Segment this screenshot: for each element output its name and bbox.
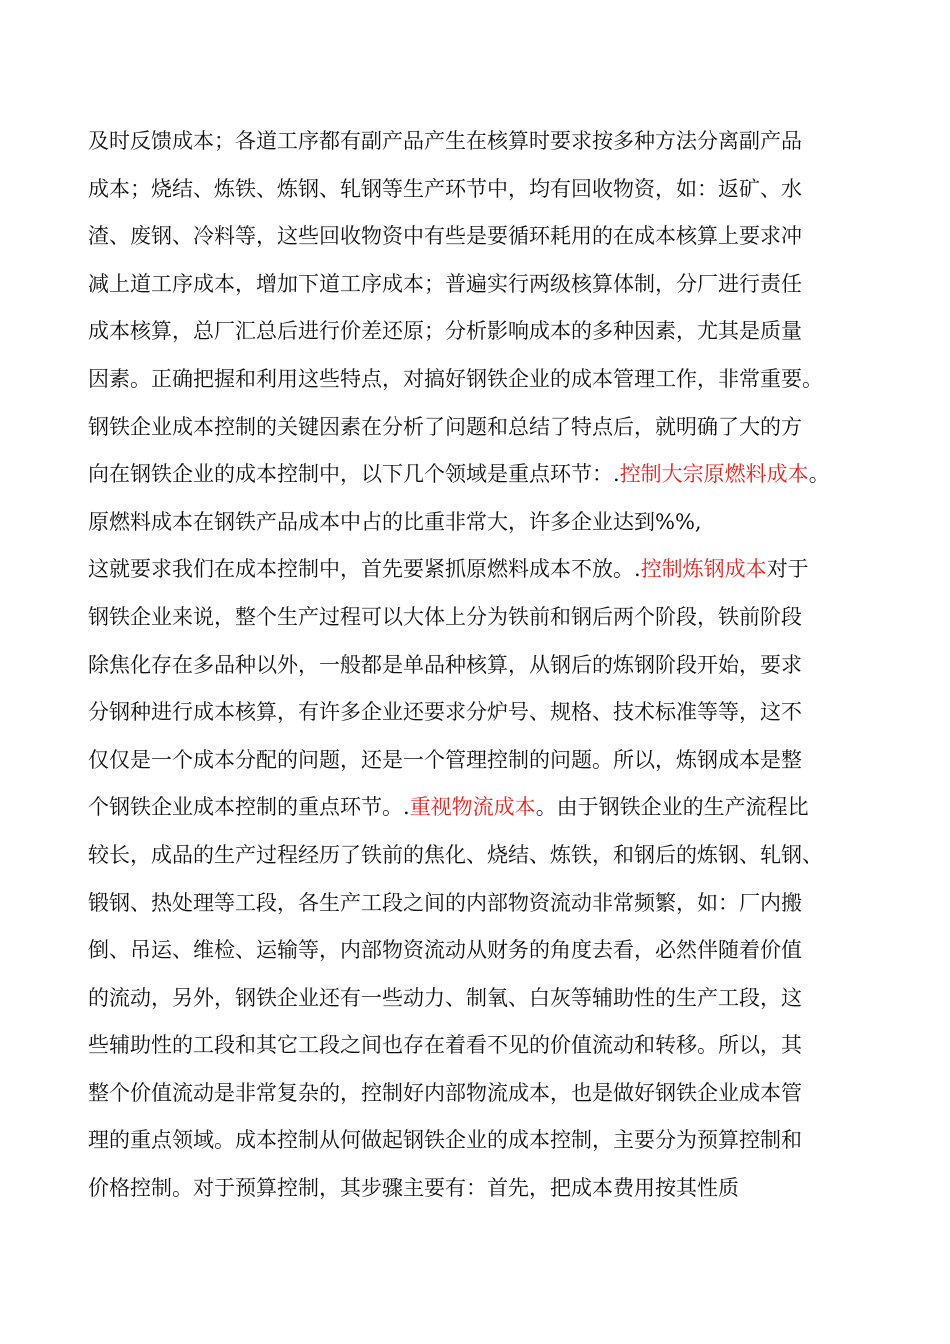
text-line xyxy=(88,356,878,404)
text-line xyxy=(88,927,878,975)
text-line xyxy=(88,404,878,452)
text-segment: 及时反馈成本；各道工序都有副产品产生在核算时要求按多种方法分离副产品 xyxy=(88,129,802,153)
text-segment: 的流动，另外，钢铁企业还有一些动力、制氧、白灰等辅助性的生产工段，这 xyxy=(88,985,802,1010)
text-line xyxy=(88,546,878,594)
text-line xyxy=(88,737,878,785)
text-segment: 对于 xyxy=(766,557,809,582)
text-segment: 。由于钢铁企业的生产流程比 xyxy=(535,795,809,820)
text-line xyxy=(88,880,878,928)
text-segment: 理的重点领域。成本控制从何做起钢铁企业的成本控制，主要分为预算控制和 xyxy=(88,1128,802,1153)
text-line xyxy=(88,784,878,832)
text-line xyxy=(88,1070,878,1118)
text-segment: 钢铁企业成本控制的关键因素在分析了问题和总结了特点后，就明确了大的方 xyxy=(88,414,802,439)
text-segment: 渣、废钢、冷料等，这些回收物资中有些是要循环耗用的在成本核算上要求冲 xyxy=(88,224,802,249)
text-segment: 分钢种进行成本核算，有许多企业还要求分炉号、规格、技术标准等等，这不 xyxy=(88,700,802,725)
text-segment: 减上道工序成本，增加下道工序成本；普遍实行两级核算体制，分厂进行责任 xyxy=(88,271,802,296)
text-line xyxy=(88,1165,878,1213)
text-line xyxy=(88,975,878,1023)
text-segment: 向在钢铁企业的成本控制中，以下几个领域是重点环节：. xyxy=(88,462,620,487)
text-segment: 倒、吊运、维检、运输等，内部物资流动从财务的角度去看，必然伴随着价值 xyxy=(88,938,802,963)
text-segment: 这就要求我们在成本控制中，首先要紧抓原燃料成本不放。. xyxy=(88,557,641,582)
text-segment: 除焦化存在多品种以外，一般都是单品种核算，从钢后的炼钢阶段开始，要求 xyxy=(88,652,802,677)
text-segment: 价格控制。对于预算控制，其步骤主要有：首先，把成本费用按其性质 xyxy=(88,1176,739,1201)
text-line xyxy=(88,118,878,166)
text-segment: 仅仅是一个成本分配的问题，还是一个管理控制的问题。所以，炼钢成本是整 xyxy=(88,747,802,772)
text-segment: 原燃料成本在钢铁产品成本中占的比重非常大，许多企业达到%%, xyxy=(88,509,702,534)
text-line xyxy=(88,594,878,642)
text-segment: 整个价值流动是非常复杂的，控制好内部物流成本，也是做好钢铁企业成本管 xyxy=(88,1080,802,1105)
text-line xyxy=(88,499,878,547)
text-segment: 个钢铁企业成本控制的重点环节。. xyxy=(88,795,410,820)
text-line xyxy=(88,451,878,499)
text-line xyxy=(88,642,878,690)
text-segment: 些辅助性的工段和其它工段之间也存在着看不见的价值流动和转移。所以，其 xyxy=(88,1033,802,1058)
text-segment: 钢铁企业来说，整个生产过程可以大体上分为铁前和钢后两个阶段，铁前阶段 xyxy=(88,604,802,629)
text-line xyxy=(88,689,878,737)
highlighted-heading: 重视物流成本 xyxy=(409,795,536,820)
text-line xyxy=(88,166,878,214)
highlighted-heading: 控制大宗原燃料成本 xyxy=(619,462,809,487)
text-line xyxy=(88,308,878,356)
text-segment: 较长，成品的生产过程经历了铁前的焦化、烧结、炼铁，和钢后的炼钢、轧钢、 xyxy=(88,842,823,867)
body-text xyxy=(88,118,878,1213)
text-line xyxy=(88,1117,878,1165)
text-line xyxy=(88,1022,878,1070)
text-segment: 锻钢、热处理等工段，各生产工段之间的内部物资流动非常频繁，如：厂内搬 xyxy=(88,890,802,915)
text-line xyxy=(88,261,878,309)
text-segment: 成本核算，总厂汇总后进行价差还原；分析影响成本的多种因素，尤其是质量 xyxy=(88,319,802,344)
text-line xyxy=(88,832,878,880)
highlighted-heading: 控制炼钢成本 xyxy=(640,557,767,582)
text-segment: 。 xyxy=(808,462,830,487)
text-line xyxy=(88,213,878,261)
text-segment: 因素。正确把握和利用这些特点，对搞好钢铁企业的成本管理工作，非常重要。 xyxy=(88,366,823,391)
text-segment: 成本；烧结、炼铁、炼钢、轧钢等生产环节中，均有回收物资，如：返矿、水 xyxy=(88,176,802,201)
